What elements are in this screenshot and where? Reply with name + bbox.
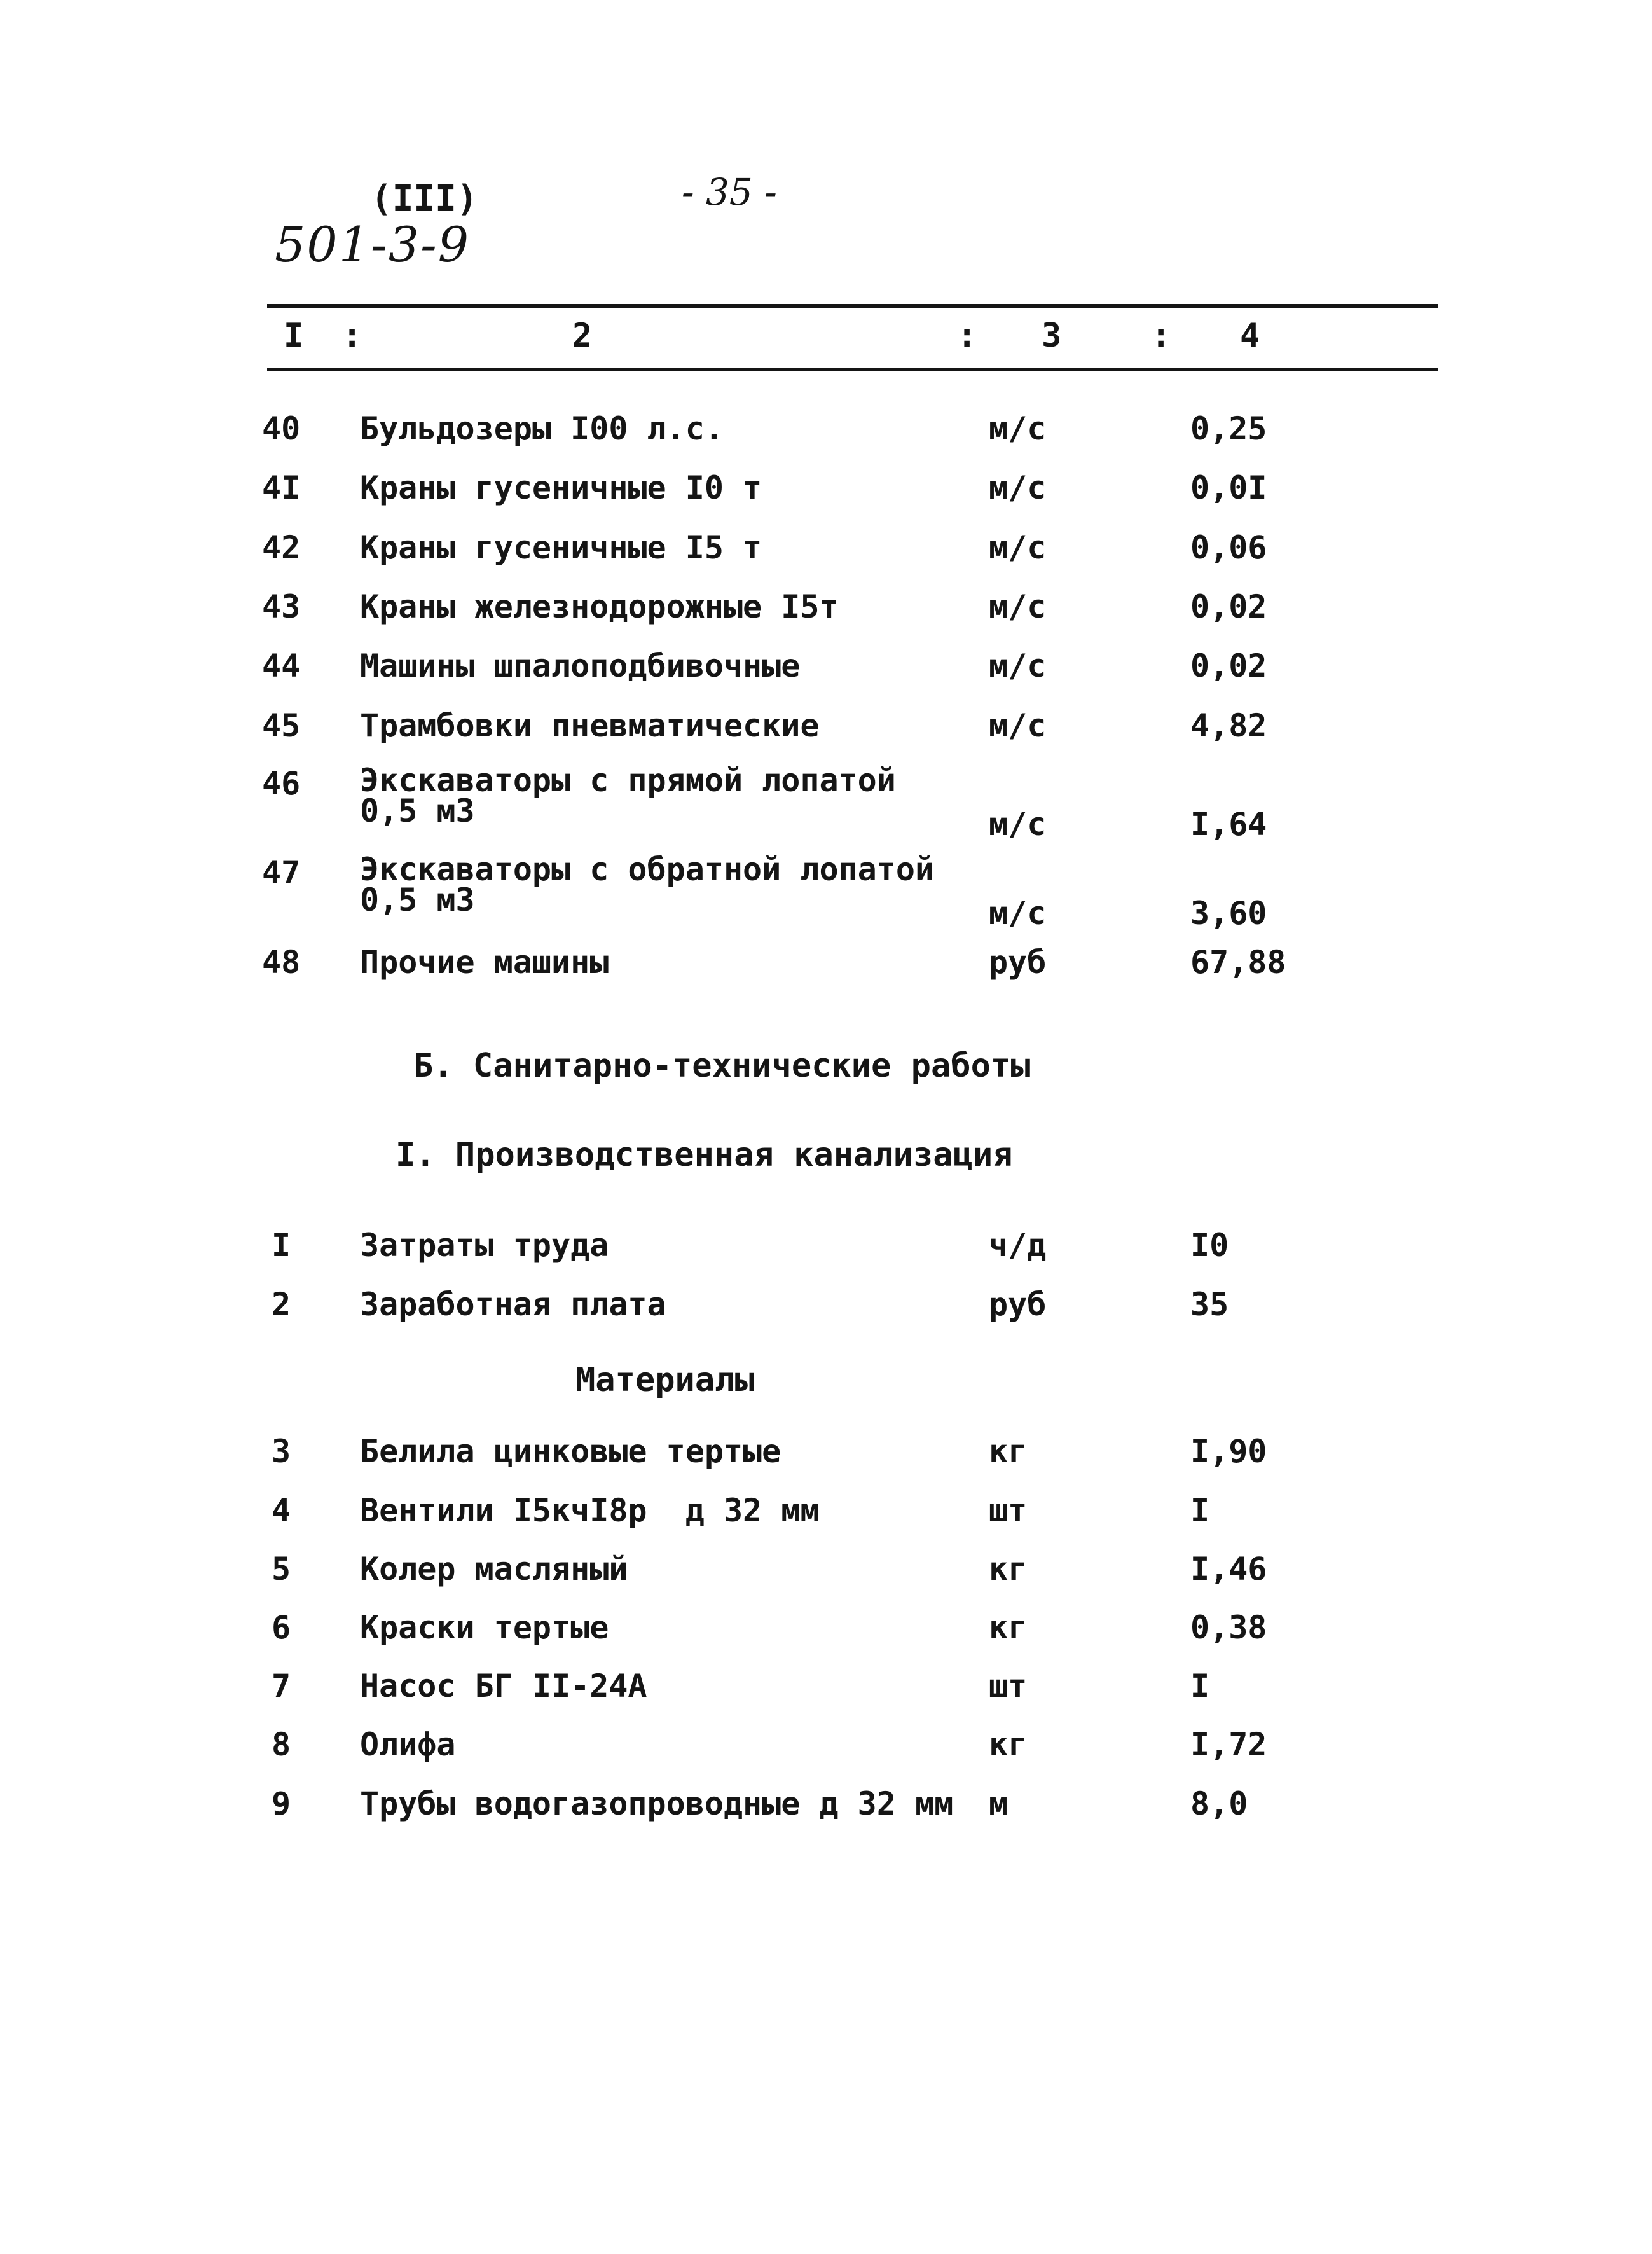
row-unit: м/с: [989, 588, 1047, 625]
column-header-3: 3: [1042, 317, 1062, 355]
row-unit: м/с: [989, 707, 1047, 744]
row-number: 47: [262, 854, 301, 891]
column-separator: :: [342, 317, 362, 355]
row-number: 40: [262, 410, 301, 447]
roman-numeral: (III): [371, 178, 478, 219]
row-unit: м: [989, 1785, 1008, 1822]
row-unit: м/с: [989, 410, 1047, 447]
row-unit: руб: [989, 1286, 1047, 1323]
handwritten-doc-code: 501-3-9: [275, 216, 471, 273]
row-value: 8,0: [1190, 1785, 1248, 1822]
row-unit: кг: [989, 1551, 1028, 1587]
table-row: [0, 1227, 1652, 1271]
row-number: 3: [272, 1433, 291, 1470]
table-header-rule: [267, 368, 1438, 371]
row-name: Трубы водогазопроводные д 32 мм: [360, 1785, 954, 1822]
row-unit: шт: [989, 1668, 1028, 1704]
row-value: 67,88: [1190, 944, 1286, 981]
row-name: Трамбовки пневматические: [360, 707, 820, 744]
row-value: 4,82: [1190, 707, 1267, 744]
row-name: Бульдозеры I00 л.с.: [360, 410, 724, 447]
row-unit: кг: [989, 1609, 1028, 1646]
row-value: I,46: [1190, 1551, 1267, 1587]
table-row: [0, 1551, 1652, 1595]
row-number: 2: [272, 1286, 291, 1323]
table-row: [0, 851, 1652, 943]
table-row: [0, 1286, 1652, 1331]
table-row: [0, 588, 1652, 633]
row-unit: руб: [989, 944, 1047, 981]
subsection-heading: I. Производственная канализация: [396, 1136, 1013, 1174]
row-unit: шт: [989, 1492, 1028, 1529]
row-number: 8: [272, 1726, 291, 1763]
row-number: 46: [262, 765, 301, 802]
row-value: 35: [1190, 1286, 1229, 1323]
table-row: [0, 1609, 1652, 1654]
row-value: 0,06: [1190, 529, 1267, 566]
row-name: Краски тертые: [360, 1609, 609, 1646]
page-number: - 35 -: [682, 170, 777, 214]
row-name: Затраты труда: [360, 1227, 609, 1264]
row-unit: м/с: [989, 529, 1047, 566]
row-number: 4: [272, 1492, 291, 1529]
row-number: 9: [272, 1785, 291, 1822]
row-unit: м/с: [989, 469, 1047, 506]
row-value: 0,38: [1190, 1609, 1267, 1646]
row-name: Заработная плата: [360, 1286, 666, 1323]
row-unit: м/с: [989, 647, 1047, 684]
row-number: 44: [262, 647, 301, 684]
table-row: [0, 1726, 1652, 1771]
table-row: [0, 944, 1652, 988]
row-number: 7: [272, 1668, 291, 1704]
table-row: [0, 1433, 1652, 1477]
row-value: 0,02: [1190, 588, 1267, 625]
table-row: [0, 410, 1652, 455]
column-separator: :: [1151, 317, 1171, 355]
row-value: 0,0I: [1190, 469, 1267, 506]
table-row: [0, 469, 1652, 514]
row-name: Прочие машины: [360, 944, 609, 981]
row-value: I0: [1190, 1227, 1229, 1264]
column-header-4: 4: [1240, 317, 1260, 355]
row-unit: ч/д: [989, 1227, 1047, 1264]
row-value: I: [1190, 1668, 1210, 1704]
column-separator: :: [957, 317, 977, 355]
row-value: I,72: [1190, 1726, 1267, 1763]
row-name: Машины шпалоподбивочные: [360, 647, 801, 684]
row-unit: кг: [989, 1433, 1028, 1470]
row-number: I: [272, 1227, 291, 1264]
table-row: [0, 1492, 1652, 1537]
table-row: [0, 762, 1652, 854]
row-value: 3,60: [1190, 895, 1267, 932]
row-name: Краны гусеничные I0 т: [360, 469, 762, 506]
row-unit: м/с: [989, 895, 1047, 932]
row-value: I: [1190, 1492, 1210, 1529]
table-row: [0, 707, 1652, 752]
row-value: 0,25: [1190, 410, 1267, 447]
row-name: Вентили I5кчI8р д 32 мм: [360, 1492, 820, 1529]
row-name: Олифа: [360, 1726, 456, 1763]
row-name: Экскаваторы с обратной лопатой 0,5 м3: [360, 851, 935, 918]
column-header-2: 2: [572, 317, 593, 355]
table-row: [0, 647, 1652, 692]
row-number: 42: [262, 529, 301, 566]
row-number: 6: [272, 1609, 291, 1646]
row-name: Белила цинковые тертые: [360, 1433, 781, 1470]
row-number: 48: [262, 944, 301, 981]
row-name: Насос БГ II-24А: [360, 1668, 647, 1704]
row-number: 5: [272, 1551, 291, 1587]
row-unit: кг: [989, 1726, 1028, 1763]
row-value: 0,02: [1190, 647, 1267, 684]
section-heading: Б. Санитарно-технические работы: [413, 1047, 1031, 1085]
row-number: 4I: [262, 469, 301, 506]
table-top-rule: [267, 304, 1438, 308]
row-unit: м/с: [989, 806, 1047, 843]
row-number: 43: [262, 588, 301, 625]
row-number: 45: [262, 707, 301, 744]
table-row: [0, 529, 1652, 574]
row-name: Колер масляный: [360, 1551, 628, 1587]
column-header-1: I: [284, 317, 304, 355]
row-value: I,90: [1190, 1433, 1267, 1470]
row-name: Краны железнодорожные I5т: [360, 588, 839, 625]
row-value: I,64: [1190, 806, 1267, 843]
row-name: Краны гусеничные I5 т: [360, 529, 762, 566]
table-row: [0, 1668, 1652, 1712]
materials-heading: Материалы: [575, 1361, 755, 1399]
table-row: [0, 1785, 1652, 1830]
row-name: Экскаваторы с прямой лопатой 0,5 м3: [360, 762, 896, 829]
